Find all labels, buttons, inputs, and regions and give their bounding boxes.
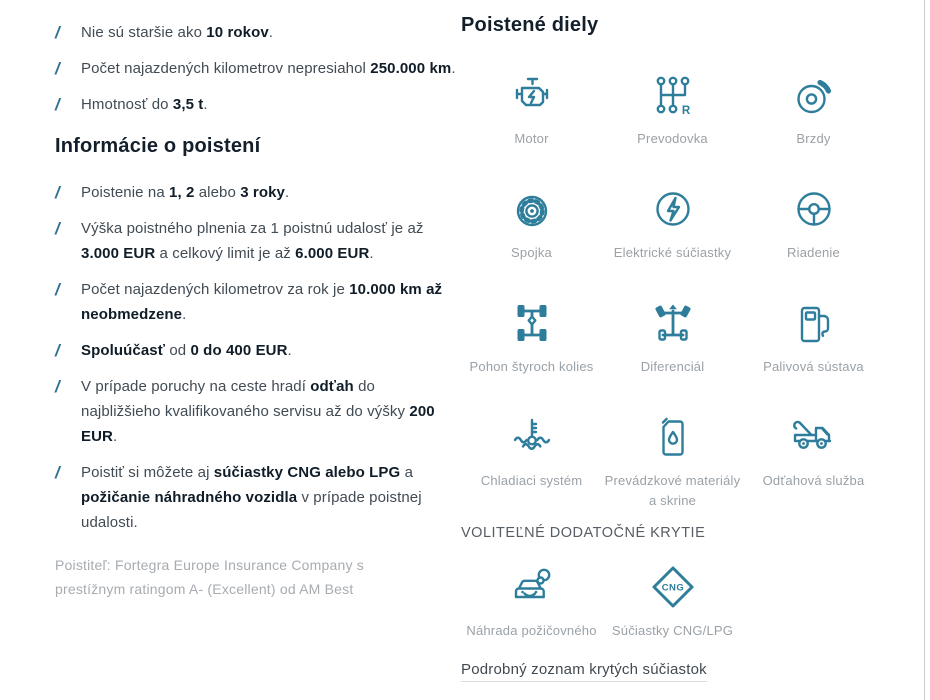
part-item <box>743 299 884 377</box>
check-item <box>55 56 457 81</box>
check-item <box>55 374 457 449</box>
differential-icon <box>649 299 697 347</box>
part-item <box>602 563 743 641</box>
check-item <box>55 180 457 205</box>
check-text: Počet najazdených kilometrov nepresiahol 250.000 km. <box>81 60 456 77</box>
slash-bullet-icon: / <box>55 183 60 202</box>
optional-coverage-grid <box>461 563 885 641</box>
insured-parts-column <box>461 14 885 682</box>
part-item <box>461 185 602 263</box>
optional-coverage-heading: VOLITEĽNÉ DODATOČNÉ KRYTIE <box>461 525 706 541</box>
check-item <box>55 92 457 117</box>
insured-parts-heading: Poistené diely <box>461 14 599 36</box>
part-item <box>743 185 884 263</box>
check-item <box>55 338 457 363</box>
part-label: Diferenciál <box>640 359 705 374</box>
part-label: Elektrické súčiastky <box>613 245 732 260</box>
svg-text:CNG: CNG <box>661 582 684 594</box>
part-label: Chladiaci systém <box>480 473 583 488</box>
section-heading-insurance-info: Informácie o poistení <box>55 135 261 157</box>
part-item <box>602 71 743 149</box>
part-label: Brzdy <box>796 131 831 146</box>
part-item <box>461 563 602 641</box>
part-item <box>743 413 884 511</box>
part-label: Pohon štyroch kolies <box>469 359 594 374</box>
insurance-details-list <box>55 180 457 535</box>
slash-bullet-icon: / <box>55 377 60 396</box>
part-item <box>461 299 602 377</box>
check-text: Spoluúčasť od 0 do 400 EUR. <box>81 342 292 359</box>
part-label: Súčiastky CNG/LPG <box>611 623 734 638</box>
check-item <box>55 460 457 535</box>
coolant-icon <box>508 413 556 461</box>
slash-bullet-icon: / <box>55 463 60 482</box>
engine-icon <box>508 71 556 119</box>
svg-text:R: R <box>681 105 690 117</box>
check-item <box>55 277 457 327</box>
check-text: Poistenie na 1, 2 alebo 3 roky. <box>81 184 290 201</box>
brake-icon <box>790 71 838 119</box>
part-label: Odťahová služba <box>762 473 865 488</box>
check-text: Poistiť si môžete aj súčiastky CNG alebo LPG a požičanie náhradného vozidla v prípade poistnej udalosti. <box>81 464 422 531</box>
check-item <box>55 216 457 266</box>
awd-icon <box>508 299 556 347</box>
part-label: Riadenie <box>787 245 840 260</box>
vehicle-conditions-list <box>55 20 457 117</box>
part-item <box>602 185 743 263</box>
part-label: Prevodovka <box>637 131 708 146</box>
part-item <box>461 413 602 511</box>
slash-bullet-icon: / <box>55 280 60 299</box>
covered-parts-details-link[interactable]: Podrobný zoznam krytých súčiastok <box>461 661 707 682</box>
page-edge-divider <box>924 0 925 700</box>
fuel-icon <box>790 299 838 347</box>
steering-icon <box>790 185 838 233</box>
insured-parts-grid <box>461 71 885 511</box>
slash-bullet-icon: / <box>55 341 60 360</box>
check-text: Výška poistného plnenia za 1 poistnú udalosť je až 3.000 EUR a celkový limit je až 6.000 EUR. <box>81 220 424 262</box>
slash-bullet-icon: / <box>55 219 60 238</box>
check-text: Počet najazdených kilometrov za rok je 10.000 km až neobmedzene. <box>81 281 443 323</box>
slash-bullet-icon: / <box>55 95 60 114</box>
part-label: Palivová sústava <box>763 359 864 374</box>
insurance-info-column <box>55 20 457 601</box>
part-item <box>743 71 884 149</box>
slash-bullet-icon: / <box>55 23 60 42</box>
tow-truck-icon <box>790 413 838 461</box>
part-label: Náhrada požičovného <box>466 623 597 638</box>
check-text: Hmotnosť do 3,5 t. <box>81 96 208 113</box>
part-label: Prevádzkové materiály a skrine <box>604 473 741 508</box>
part-item <box>602 299 743 377</box>
gearshift-icon <box>649 71 697 119</box>
part-label: Motor <box>514 131 549 146</box>
slash-bullet-icon: / <box>55 59 60 78</box>
part-item <box>461 71 602 149</box>
check-text: Nie sú staršie ako 10 rokov. <box>81 24 274 41</box>
cng-icon <box>649 563 697 611</box>
oil-icon <box>649 413 697 461</box>
check-item <box>55 20 457 45</box>
clutch-icon <box>508 185 556 233</box>
check-text: V prípade poruchy na ceste hradí odťah do najbližšieho kvalifikovaného servisu až do výšky 200 EUR. <box>81 378 435 445</box>
insurer-note: Poistiteľ: Fortegra Europe Insurance Company s prestížnym ratingom A- (Excellent) od AM Best <box>55 557 364 597</box>
part-item <box>602 413 743 511</box>
rental-car-icon <box>508 563 556 611</box>
electric-icon <box>649 185 697 233</box>
part-label: Spojka <box>511 245 552 260</box>
